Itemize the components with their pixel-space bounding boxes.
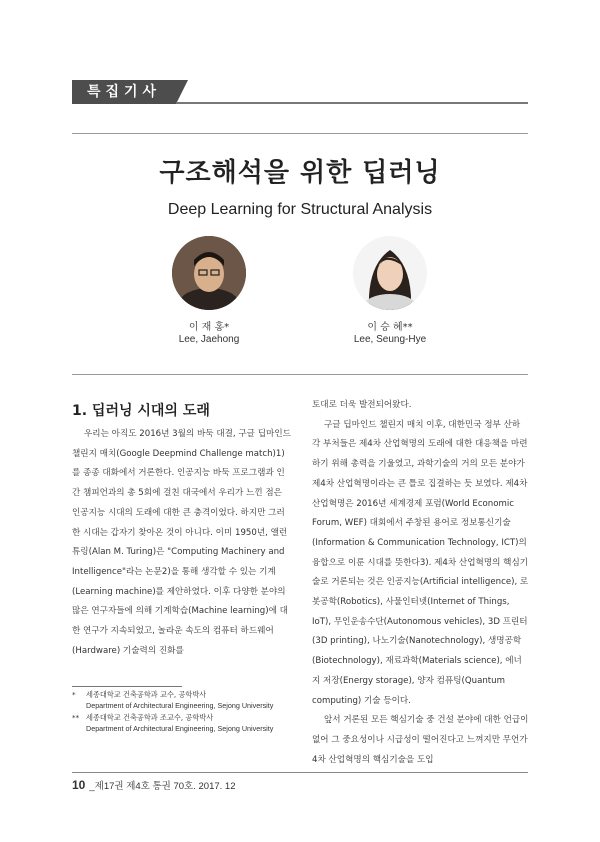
author-1-name-en: Lee, Jaehong (178, 334, 240, 345)
footnote-2 (72, 713, 294, 734)
footnote-1-en: Department of Architectural Engineering, Sejong University (86, 700, 274, 710)
author-1-portrait (172, 236, 246, 310)
paragraph: 토대로 더욱 발전되어왔다. (312, 400, 412, 410)
author-1-name-ko: 이 재 홍* (188, 322, 230, 333)
footnote-2-mark: ** (72, 713, 80, 723)
divider-bottom (72, 772, 528, 773)
section-tab-notch (176, 80, 188, 104)
header-rule (176, 102, 528, 104)
author-2-name-ko: 이 승 혜** (367, 322, 413, 333)
divider-middle (72, 374, 528, 375)
divider-top (72, 133, 528, 134)
footnotes (72, 690, 294, 736)
right-column (312, 396, 530, 770)
footnote-1 (72, 690, 294, 711)
issue-info: _제17권 제4호 통권 70호. 2017. 12 (89, 781, 236, 792)
page-footer (72, 778, 235, 792)
title-english: Deep Learning for Structural Analysis (167, 201, 433, 218)
author-2-name-en: Lee, Seung-Hye (353, 334, 427, 345)
paragraph: 앞서 거론된 모든 핵심기술 중 건설 분야에 대한 언급이 없어 그 중요성이나 시급성이 떨어진다고 느껴지만 무언가 4차 산업혁명의 핵심기술을 도입 (312, 715, 529, 765)
footnote-1-mark: * (72, 690, 76, 699)
section-label: 특집기사 (86, 84, 162, 100)
author-2 (335, 236, 445, 345)
paragraph: 구글 딥마인드 챌린지 매치 이후, 대한민국 정부 산하 각 부처들은 제4차 산업혁명의 도래에 대한 대응책을 마련하기 위해 총력을 기울였고, 과학기술의 거의 모든 분야가 제4차 산업혁명이라는 큰 틀로 집결하는 듯 보였다. 제4차 산업혁명은 2016년 세계경제 포럼(World Economic Forum, WEF) 대회에서 주창된 용어로 정보통신기술(Information & Communication Technology, ICT)의 융합으로 이룬 시대를 뜻한다3). 제4차 산업혁명의 핵심기술로 거론되는 것은 인공지능(Artificial intelligence), 로봇공학(Robotics), 사물인터넷(Internet of Things, IoT), 무인운송수단(Autonomous vehicles), 3D 프린터(3D printing), 나노기술(Nanotechnology), 생명공학(Biotechnology), 재료과학(Materials science), 에너지 저장(Energy storage), 양자 컴퓨팅(Quantum computing) 기술 등이다. (312, 419, 529, 706)
title-korean: 구조해석을 위한 딥러닝 (159, 158, 441, 188)
paragraph: 우리는 아직도 2016년 3월의 바둑 대결, 구글 딥마인드 챌린지 매치(Google Deepmind Challenge match)1)를 종종 대화에서 거론한다. 인공지능 바둑 프로그램과 인간 챔피언과의 총 5회에 걸친 대국에서 우리가 느낀 점은 인공지능 시대의 도래에 대한 큰 충격이었다. 하지만 그러한 시대는 갑자기 찾아온 것이 아니다. 이미 1950년, 앨런 튜링(Alan M. Turing)은 "Computing Machinery and Intelligence"라는 논문2)을 통해 생각할 수 있는 기계(Learning machine)를 제안하였다. 이후 다양한 분야의 많은 연구자들에 의해 기계학습(Machine learning)에 대한 연구가 지속되었고, 놀라운 속도의 컴퓨터 하드웨어(Hardware) 기술력의 진화를 (72, 429, 291, 656)
page-number: 10 (72, 778, 86, 792)
author-1 (154, 236, 264, 345)
author-2-photo (353, 236, 427, 310)
section-heading: 1. 딥러닝 시대의 도래 (72, 403, 210, 419)
footnote-1-ko: 세종대학교 건축공학과 교수, 공학박사 (86, 690, 207, 699)
footnote-rule (72, 686, 182, 687)
footnote-2-en: Department of Architectural Engineering, Sejong University (86, 723, 274, 733)
author-2-portrait (353, 236, 427, 310)
author-1-photo (172, 236, 246, 310)
left-column (72, 425, 292, 661)
footnote-2-ko: 세종대학교 건축공학과 조교수, 공학박사 (86, 713, 214, 723)
